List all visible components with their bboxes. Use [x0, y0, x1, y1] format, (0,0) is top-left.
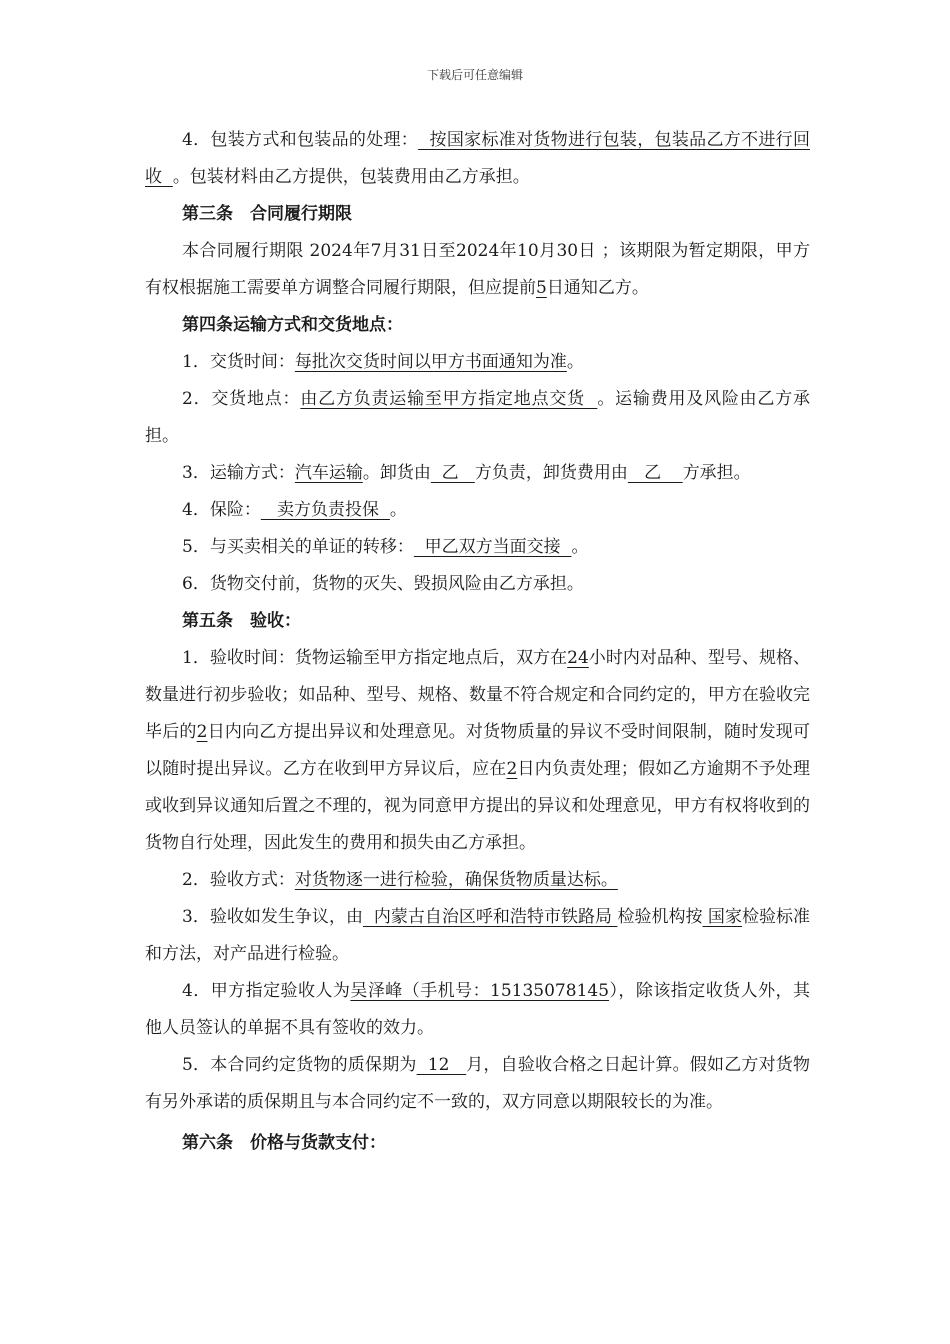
clause-text: 方承担。 [682, 463, 751, 483]
section-6-title: 第六条 价格与货款支付： [182, 1133, 386, 1153]
clause-text: 1．验收时间：货物运输至甲方指定地点后，双方在 [182, 648, 568, 668]
filled-value: 12 [416, 1055, 467, 1075]
filled-value: 按国家标准对货物进行包装，包装品乙方不进行回收 [145, 130, 810, 187]
clause-text: 。 [566, 352, 584, 372]
section-4-title: 第四条运输方式和交货地点： [182, 315, 403, 335]
clause-label: 4．包装方式和包装品的处理： [182, 130, 419, 150]
insurance-clause [145, 492, 810, 529]
delivery-place-clause [145, 381, 810, 455]
risk-clause: 6．货物交付前，货物的灭失、毁损风险由乙方承担。 [182, 574, 584, 594]
filled-value: 由乙方负责运输至甲方指定地点交货 [300, 389, 598, 409]
acceptance-method-clause [145, 862, 810, 899]
clause-text: 日通知乙方。 [546, 278, 649, 298]
filled-value: 卖方负责投保 [260, 500, 390, 520]
warranty-clause [145, 1047, 810, 1121]
filled-value: 内蒙古自治区呼和浩特市铁路局 [362, 907, 618, 927]
documents-transfer-clause [145, 529, 810, 566]
clause-text: 检验机构按 [617, 907, 703, 927]
section-5-title: 第五条 验收： [182, 611, 301, 631]
clause-text: 。 [571, 537, 589, 557]
filled-value: 5 [536, 278, 547, 298]
clause-text: 日内负责处理；假如乙方逾期不予处理或收到异议通知后置之不理的，视为同意甲方提出的异议和处理意见，甲方有权将收到的货物自行处理，因此发生的费用和损失由乙方承担。 [145, 759, 810, 853]
filled-value: 24 [567, 648, 589, 668]
clause-text: 。运输费用及风险由乙方承担。 [145, 389, 811, 446]
clause-text: 本合同履行期限 2024年7月31日至2024年10月30日 ；该期限为暂定期限，甲方有权根据施工需要单方调整合同履行期限，但应提前 [145, 241, 810, 298]
filled-value: 吴泽峰（手机号：15135078145 [350, 981, 610, 1001]
page-header: 下载后可任意编辑 [426, 68, 523, 82]
filled-value: 对货物逐一进行检验，确保货物质量达标。 [294, 870, 618, 890]
filled-value: 2 [506, 759, 518, 779]
clause-label: 1．交货时间： [182, 352, 295, 372]
term-clause [145, 233, 810, 307]
inspector-clause [145, 973, 810, 1047]
filled-value: 乙 [430, 463, 475, 483]
clause-text: 3．验收如发生争议，由 [182, 907, 363, 927]
filled-value: 每批次交货时间以甲方书面通知为准 [294, 352, 567, 372]
contract-body [145, 122, 810, 1162]
clause-text: 。卸货由 [362, 463, 431, 483]
delivery-time-clause [145, 344, 810, 381]
filled-value: 国家 [702, 907, 742, 927]
packaging-clause [145, 122, 810, 196]
clause-label: 4．保险： [182, 500, 261, 520]
filled-value: 2 [196, 722, 208, 742]
clause-text: 检验标准和方法，对产品进行检验。 [145, 907, 811, 964]
clause-label: 3．运输方式： [182, 463, 295, 483]
clause-text: ），除该指定收货人外，其他人员签认的单据不具有签收的效力。 [145, 981, 810, 1038]
clause-text: 。 [389, 500, 407, 520]
filled-value: 乙 [627, 463, 683, 483]
clause-text: 方负责，卸货费用由 [474, 463, 628, 483]
clause-label: 5．与买卖相关的单证的转移： [182, 537, 414, 557]
clause-label: 2．交货地点： [182, 389, 301, 409]
clause-text: 。包装材料由乙方提供，包装费用由乙方承担。 [172, 167, 530, 187]
clause-label: 2．验收方式： [182, 870, 295, 890]
clause-text: 月，自验收合格之日起计算。假如乙方对货物有另外承诺的质保期且与本合同约定不一致的，双方同意以期限较长的为准。 [145, 1055, 810, 1112]
filled-value: 甲乙双方当面交接 [413, 537, 572, 557]
section-3-title: 第三条 合同履行期限 [182, 204, 352, 224]
dispute-clause [145, 899, 810, 973]
acceptance-time-clause [145, 640, 810, 862]
transport-mode-clause [145, 455, 810, 492]
clause-text: 日内向乙方提出异议和处理意见。对货物质量的异议不受时间限制，随时发现可以随时提出异议。乙方在收到甲方异议后，应在 [145, 722, 811, 779]
filled-value: 汽车运输 [294, 463, 363, 483]
clause-text: 小时内对品种、型号、规格、数量进行初步验收；如品种、型号、规格、数量不符合规定和合同约定的，甲方在验收完毕后的 [145, 648, 810, 742]
clause-text: 4．甲方指定验收人为 [182, 981, 351, 1001]
clause-text: 5．本合同约定货物的质保期为 [182, 1055, 417, 1075]
